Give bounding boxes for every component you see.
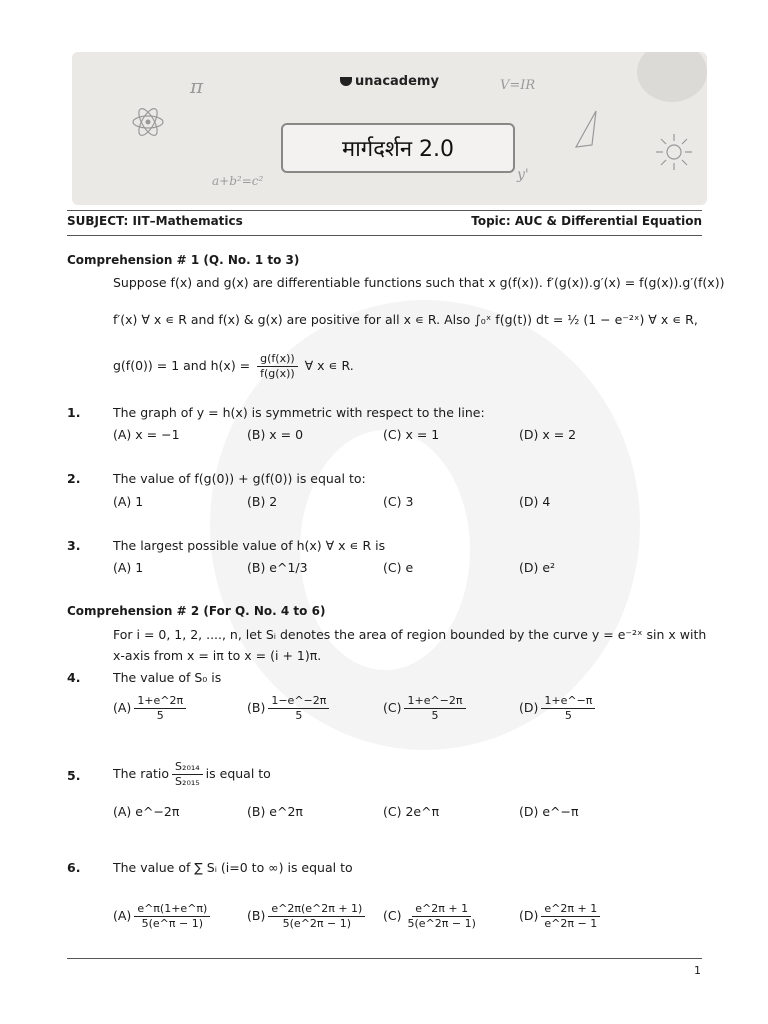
ratio-denominator: S₂₀₁₅ [175, 775, 200, 788]
question-2-option-b: (B) 2 [247, 494, 278, 509]
question-4-option-c [383, 694, 469, 723]
page-number: 1 [694, 964, 701, 977]
question-4-option-d [519, 694, 598, 723]
question-3-option-b: (B) e^1/3 [247, 560, 308, 575]
fraction-numerator: e^2π + 1 [412, 902, 471, 917]
h-fraction [257, 352, 298, 381]
option-label: (C) [383, 908, 402, 923]
question-6-number: 6. [67, 860, 81, 875]
brand-name: unacademy [355, 74, 439, 89]
fraction-numerator: 1+e^−π [541, 694, 595, 709]
question-5-number: 5. [67, 768, 81, 783]
fraction-denominator: 5 [295, 709, 303, 722]
question-2-option-a: (A) 1 [113, 494, 144, 509]
option-label: (A) [113, 908, 132, 923]
question-3-option-c: (C) e [383, 560, 414, 575]
option-fraction [268, 902, 365, 931]
question-3-number: 3. [67, 538, 81, 553]
option-label: (D) [519, 908, 539, 923]
question-6-option-a [113, 902, 213, 931]
question-2-option-d: (D) 4 [519, 494, 551, 509]
question-2-text: The value of f(g(0)) + g(f(0)) is equal to: [113, 471, 366, 486]
question-3-option-a: (A) 1 [113, 560, 144, 575]
ratio-numerator: S₂₀₁₄ [172, 760, 203, 775]
divider-top [67, 210, 702, 211]
summation: ∑ Sᵢ (i=0 to ∞) [194, 860, 284, 875]
fraction-denominator: 5(e^2π − 1) [407, 917, 476, 930]
question-4-option-b [247, 694, 332, 723]
question-1-option-d: (D) x = 2 [519, 427, 577, 442]
fraction-denominator: 5 [564, 709, 572, 722]
question-6-option-d [519, 902, 603, 931]
question-1-option-b: (B) x = 0 [247, 427, 304, 442]
fraction-numerator: 1+e^−2π [404, 694, 465, 709]
fraction-denominator: 5(e^π − 1) [141, 917, 204, 930]
triangle-icon [572, 107, 600, 149]
fraction-numerator: e^2π + 1 [541, 902, 600, 917]
fraction-numerator: e^2π(e^2π + 1) [268, 902, 365, 917]
deco-pi: π [190, 74, 204, 98]
option-label: (C) [383, 700, 402, 715]
question-5-option-c: (C) 2e^π [383, 804, 440, 819]
brand-logo [72, 74, 707, 89]
fraction-denominator: e^2π − 1 [544, 917, 598, 930]
comprehension-1-line-3 [113, 352, 354, 381]
question-5-text [113, 760, 271, 789]
comprehension-2-line-2: x-axis from x = iπ to x = (i + 1)π. [113, 648, 322, 663]
atom-icon [130, 104, 166, 140]
topic-label: Topic: AUC & Differential Equation [471, 214, 702, 228]
divider-bottom [67, 958, 702, 959]
page-title: मार्गदर्शन 2.0 [281, 123, 515, 173]
comprehension-1-heading: Comprehension # 1 (Q. No. 1 to 3) [67, 253, 300, 267]
fraction-denominator: 5 [156, 709, 164, 722]
ratio-fraction [172, 760, 203, 789]
deco-ohm: V=IR [500, 78, 536, 93]
option-label: (B) [247, 700, 266, 715]
option-fraction [404, 694, 465, 723]
h-definition-lead: g(f(0)) = 1 and h(x) = [113, 358, 251, 373]
question-1-text: The graph of y = h(x) is symmetric with respect to the line: [113, 405, 485, 420]
question-4-text: The value of S₀ is [113, 670, 222, 685]
comprehension-2-line-1: For i = 0, 1, 2, ...., n, let Sᵢ denotes the area of region bounded by the curve y = e⁻²ˣ sin x with [113, 627, 707, 642]
fraction-numerator: 1−e^−2π [268, 694, 329, 709]
question-6-tail: is equal to [287, 860, 353, 875]
option-label: (B) [247, 908, 266, 923]
question-6-text [113, 860, 353, 875]
unacademy-logo-icon [340, 77, 352, 86]
option-fraction [134, 694, 186, 723]
option-label: (D) [519, 700, 539, 715]
comprehension-2-heading: Comprehension # 2 (For Q. No. 4 to 6) [67, 604, 326, 618]
question-2-number: 2. [67, 471, 81, 486]
question-3-text: The largest possible value of h(x) ∀ x ∊ R is [113, 538, 386, 553]
h-definition-tail: ∀ x ∊ R. [304, 358, 354, 373]
question-5-tail: is equal to [205, 766, 271, 781]
fraction-denominator: 5(e^2π − 1) [282, 917, 352, 930]
option-fraction [541, 694, 595, 723]
sun-icon [654, 132, 694, 172]
question-6-option-c [383, 902, 482, 931]
fraction-denominator: 5 [431, 709, 439, 722]
question-5-option-b: (B) e^2π [247, 804, 303, 819]
question-5-option-d: (D) e^−π [519, 804, 579, 819]
option-fraction [268, 694, 329, 723]
option-fraction [541, 902, 600, 931]
header-banner [72, 52, 707, 205]
option-label: (A) [113, 700, 132, 715]
question-6-option-b [247, 902, 368, 931]
question-5-lead: The ratio [113, 766, 170, 781]
question-3-option-d: (D) e² [519, 560, 556, 575]
question-4-number: 4. [67, 670, 81, 685]
question-5-option-a: (A) e^−2π [113, 804, 180, 819]
question-6-lead: The value of [113, 860, 191, 875]
question-1-option-a: (A) x = −1 [113, 427, 180, 442]
comprehension-1-line-1: Suppose f(x) and g(x) are differentiable functions such that x g(f(x)). f′(g(x)).g′(x) = f(g(x)).g′(f(x)) [113, 275, 725, 290]
option-fraction [404, 902, 478, 931]
comprehension-1-line-2: f′(x) ∀ x ∊ R and f(x) & g(x) are positive for all x ∊ R. Also ∫₀ˣ f(g(t)) dt = ½ (1 − e⁻²ˣ) ∀ x ∊ R, [113, 312, 698, 327]
subject-label: SUBJECT: IIT–Mathematics [67, 214, 243, 228]
h-numerator: g(f(x)) [257, 352, 298, 367]
question-1-option-c: (C) x = 1 [383, 427, 440, 442]
deco-pythagoras: a+b²=c² [212, 174, 264, 188]
question-4-option-a [113, 694, 189, 723]
fraction-numerator: e^π(1+e^π) [134, 902, 210, 917]
deco-y: y' [517, 167, 529, 183]
divider-meta [67, 235, 702, 236]
option-fraction [134, 902, 210, 931]
question-1-number: 1. [67, 405, 81, 420]
h-denominator: f(g(x)) [260, 367, 295, 380]
fraction-numerator: 1+e^2π [134, 694, 186, 709]
question-2-option-c: (C) 3 [383, 494, 414, 509]
